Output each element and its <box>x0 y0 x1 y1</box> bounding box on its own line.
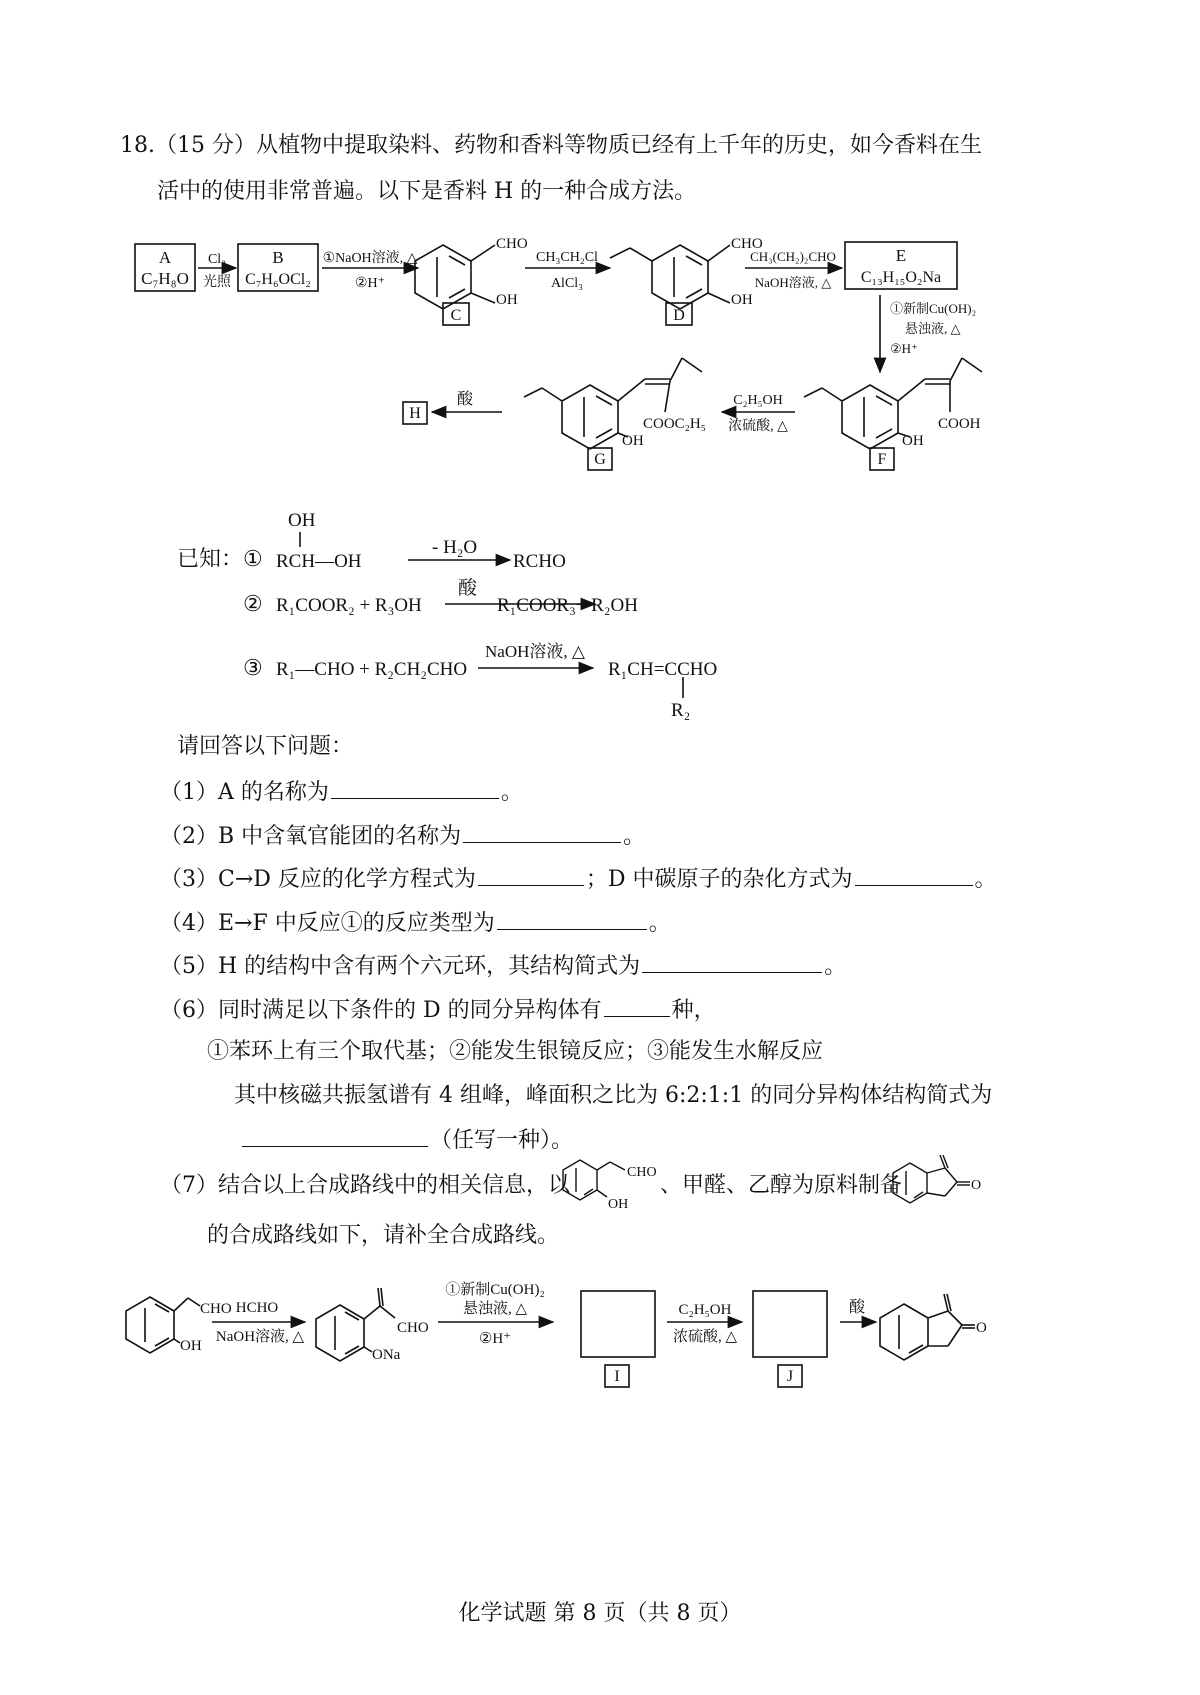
route-start-cho: CHO <box>200 1301 232 1317</box>
q3-equation-blank[interactable] <box>478 863 584 886</box>
q7-text-b: 、甲醛、乙醇为原料制备 <box>660 1173 903 1198</box>
route-target-ring <box>880 1304 928 1360</box>
c-cho: CHO <box>496 236 528 252</box>
compound-c-ring <box>415 245 471 309</box>
q6-nmr: 其中核磁共振氢谱有 4 组峰，峰面积之比为 6:2:1:1 的同分异构体结构简式为 <box>234 1083 993 1108</box>
f-cooh: COOH <box>938 416 981 432</box>
q3-end: 。 <box>974 867 997 892</box>
arrow-ab-bottom: 光照 <box>203 275 231 290</box>
q7-text-a: （7）结合以上合成路线中的相关信息，以 <box>160 1173 570 1198</box>
q3-hybrid-blank[interactable] <box>855 863 973 886</box>
question-line-1 <box>120 131 982 161</box>
q7-inline-structures <box>550 1155 1000 1215</box>
c-oh: OH <box>496 292 518 308</box>
known-r3-cond: NaOH溶液, △ <box>485 642 585 661</box>
compound-b-label: B <box>272 248 284 267</box>
question-intro-2: 活中的使用非常普遍。以下是香料 H 的一种合成方法。 <box>157 179 697 204</box>
arrow-fg-top: C₂H₅OH <box>733 393 783 408</box>
question-intro-1: 从植物中提取染料、药物和香料等物质已经有上千年的历史，如今香料在生 <box>256 133 983 158</box>
route-arrow2-3: ②H⁺ <box>478 1331 512 1347</box>
questions-prompt: 请回答以下问题： <box>177 734 354 759</box>
q7-start-cho: CHO <box>627 1165 657 1180</box>
known-r2-left: R₁COOR₂ + R₃OH <box>276 595 422 616</box>
known-reactions <box>0 500 1200 730</box>
known-r1-right: RCHO <box>513 551 566 572</box>
g-cooet: COOC₂H₅ <box>643 416 706 432</box>
label-g: G <box>594 451 606 468</box>
question-points: （15 分） <box>155 133 256 158</box>
q6-text: （6）同时满足以下条件的 D 的同分异构体有 <box>160 998 602 1023</box>
q3-text-a: （3）C→D 反应的化学方程式为 <box>160 867 476 892</box>
known-r1-left: RCH—OH <box>276 551 362 572</box>
known-r3-sub: R₂ <box>671 700 691 721</box>
route-arrow1-top: HCHO <box>235 1300 279 1316</box>
arrow-ef-1: ①新制Cu(OH)₂ <box>890 301 977 316</box>
compound-d-ring <box>652 245 708 309</box>
known-r1-cond: - H₂O <box>432 537 478 558</box>
known-r2-cond: 酸 <box>458 577 478 599</box>
g-oh: OH <box>622 433 644 449</box>
compound-f-ring <box>842 385 898 449</box>
f-oh: OH <box>902 433 924 449</box>
q6-end: 种， <box>671 998 716 1023</box>
route-scheme <box>0 1275 1200 1405</box>
q7-start-oh: OH <box>608 1197 629 1212</box>
q6-conditions: ①苯环上有三个取代基；②能发生银镜反应；③能发生水解反应 <box>207 1039 824 1064</box>
route-arrow4-top: 酸 <box>848 1299 866 1316</box>
arrow-cd-top: CH₃CH₂Cl <box>536 250 598 265</box>
route-arrow2-2: 悬浊液, △ <box>462 1301 528 1317</box>
label-f: F <box>877 451 887 468</box>
q1-line <box>160 776 523 808</box>
d-cho: CHO <box>731 236 763 252</box>
q6-line <box>160 994 716 1026</box>
route-arrow3-bottom: 浓硫酸, △ <box>672 1329 738 1345</box>
label-c: C <box>450 307 462 324</box>
q5-line <box>160 950 846 982</box>
compound-e-label: E <box>895 246 907 265</box>
q2-line <box>160 820 645 852</box>
route-start-ring <box>126 1297 174 1353</box>
compound-b-formula: C₇H₆OCl₂ <box>245 271 311 288</box>
q2-answer-blank[interactable] <box>463 820 621 843</box>
route-arrow2-1: ①新制Cu(OH)₂ <box>445 1282 545 1298</box>
q4-text: （4）E→F 中反应①的反应类型为 <box>160 911 495 936</box>
compound-a-label: A <box>158 248 172 267</box>
q5-end: 。 <box>824 954 847 979</box>
label-i: I <box>614 1368 620 1385</box>
route-int-ona: ONa <box>372 1347 401 1363</box>
arrow-ab-top: Cl₂ <box>207 252 227 267</box>
compound-e-formula: C₁₃H₁₅O₂Na <box>860 269 942 286</box>
q1-end: 。 <box>500 780 523 805</box>
arrow-cd-bottom: AlCl₃ <box>550 276 584 291</box>
arrow-bc-bottom: ②H⁺ <box>354 276 386 291</box>
d-oh: OH <box>731 292 753 308</box>
arrow-ef-3: ②H⁺ <box>890 341 918 356</box>
q6-tail-line <box>240 1124 573 1156</box>
arrow-de-bottom: NaOH溶液, △ <box>754 275 832 290</box>
route-intermediate-ring <box>316 1305 364 1361</box>
q4-end: 。 <box>648 911 671 936</box>
q4-line <box>160 907 671 939</box>
q4-answer-blank[interactable] <box>497 907 647 930</box>
q7-text-c: 的合成路线如下，请补全合成路线。 <box>207 1223 560 1248</box>
q1-answer-blank[interactable] <box>331 776 499 799</box>
arrow-fg-bottom: 浓硫酸, △ <box>728 419 788 434</box>
route-start-oh: OH <box>180 1338 202 1354</box>
q6-tail: （任写一种）。 <box>430 1128 574 1153</box>
page-footer: 化学试题 第 8 页（共 8 页） <box>458 1601 742 1626</box>
route-int-cho: CHO <box>397 1320 429 1336</box>
known-r2-num: ② <box>243 591 263 616</box>
arrow-gh-top: 酸 <box>456 391 474 408</box>
arrow-de-top: CH₃(CH₂)₂CHO <box>750 249 836 264</box>
route-arrow1-bottom: NaOH溶液, △ <box>215 1329 305 1345</box>
question-number: 18. <box>120 133 155 158</box>
route-arrow3-top: C₂H₅OH <box>678 1302 732 1318</box>
arrow-ef-2: 悬浊液, △ <box>905 321 961 336</box>
route-box-i <box>581 1291 655 1357</box>
route-target-o: O <box>976 1320 987 1336</box>
q2-text: （2）B 中含氧官能团的名称为 <box>160 824 462 849</box>
label-h: H <box>409 405 421 422</box>
known-r3-num: ③ <box>243 655 263 680</box>
known-r1-num: ① <box>243 546 263 571</box>
q3-line <box>160 863 997 895</box>
q6-structure-blank[interactable] <box>242 1124 428 1147</box>
q5-text: （5）H 的结构中含有两个六元环，其结构简式为 <box>160 954 641 979</box>
known-r3-left: R₁—CHO + R₂CH₂CHO <box>276 659 468 680</box>
known-label: 已知： <box>177 547 244 572</box>
q1-text: （1）A 的名称为 <box>160 780 329 805</box>
q5-answer-blank[interactable] <box>642 950 822 973</box>
route-box-j <box>753 1291 827 1357</box>
compound-a-formula: C₇H₈O <box>141 269 189 288</box>
arrow-bc-top: ①NaOH溶液, △ <box>322 251 418 266</box>
known-r3-right: R₁CH=CCHO <box>608 659 718 680</box>
q6-count-blank[interactable] <box>604 994 670 1017</box>
synthesis-scheme <box>0 225 1200 485</box>
known-r1-oh: OH <box>288 510 316 531</box>
compound-g-ring <box>562 385 618 449</box>
label-d: D <box>673 307 685 324</box>
q3-text-b: ；D 中碳原子的杂化方式为 <box>585 867 853 892</box>
q2-end: 。 <box>623 824 646 849</box>
q7-target-o: O <box>971 1178 982 1193</box>
known-r2-right: R₁COOR₃+ R₂OH <box>497 595 638 616</box>
label-j: J <box>786 1368 794 1385</box>
